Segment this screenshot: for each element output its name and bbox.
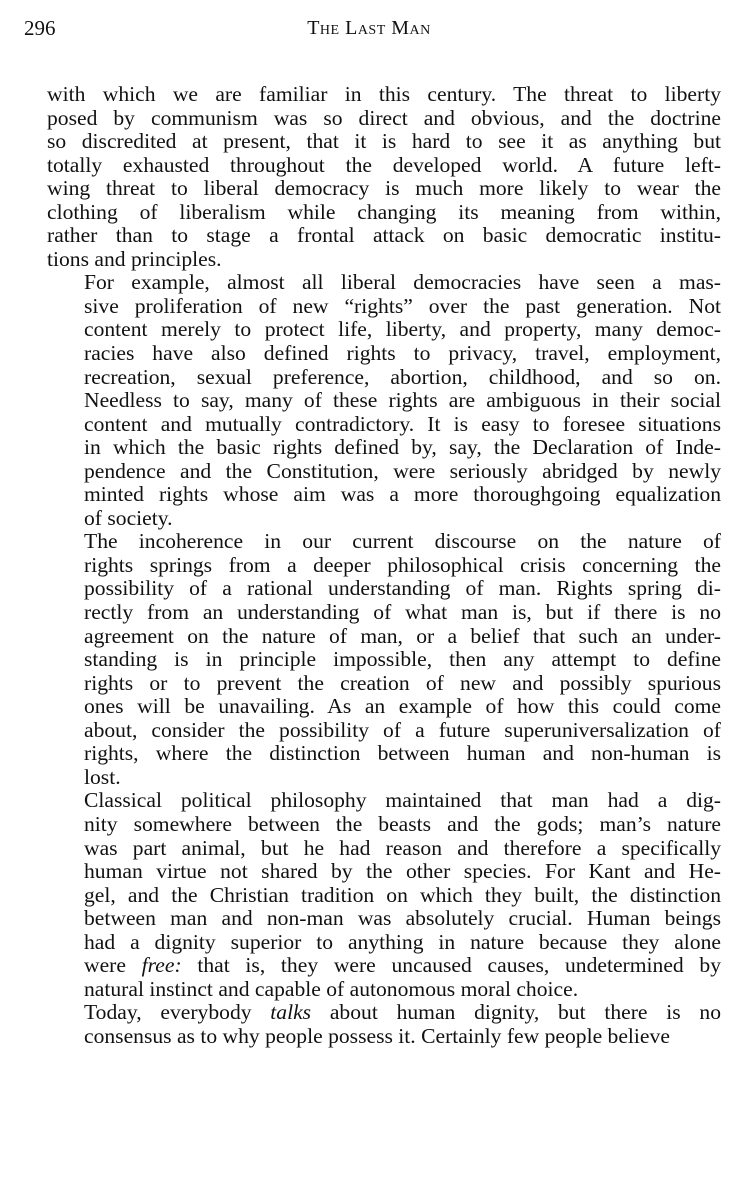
text-line: with which we are familiar in this century. The threat to liberty (47, 82, 721, 106)
paragraph-3 (47, 530, 721, 789)
text-line: minted rights whose aim was a more thoroughgoing equalization (84, 482, 721, 507)
text-line: so discredited at present, that it is hard to see it as anything but (47, 129, 721, 154)
text-line: of society. (84, 505, 173, 530)
text-line: rights or to prevent the creation of new and possibly spurious (84, 670, 721, 695)
text-line: had a dignity superior to anything in nature because they alone (84, 929, 721, 954)
text-line: racies have also defined rights to privacy, travel, employment, (84, 341, 721, 366)
text-line (47, 954, 721, 978)
paragraph-1 (47, 83, 721, 271)
running-title: The Last Man (307, 17, 431, 39)
text-line: ones will be unavailing. As an example of how this could come (84, 694, 721, 719)
text-line: The incoherence in our current discourse on the nature of (84, 529, 721, 554)
text-line: rectly from an understanding of what man is, but if there is no (84, 600, 721, 625)
text-run: were (84, 953, 142, 978)
text-run: about human dignity, but there is no (311, 1000, 721, 1025)
paragraph-5 (47, 1001, 721, 1048)
text-line: agreement on the nature of man, or a belief that such an under- (84, 623, 721, 648)
text-line: rights, where the distinction between human and non-human is (84, 741, 721, 766)
text-line: nity somewhere between the beasts and the gods; man’s nature (84, 811, 721, 836)
text-line: between man and non-man was absolutely crucial. Human beings (84, 906, 721, 931)
text-line: totally exhausted throughout the developed world. A future left- (47, 152, 721, 177)
text-line: clothing of liberalism while changing its meaning from within, (47, 199, 721, 224)
text-line: consensus as to why people possess it. Certainly few people believe (84, 1023, 670, 1048)
text-run: that is, they were uncaused causes, undetermined by (181, 953, 722, 978)
text-line: content merely to protect life, liberty, and property, many democ- (84, 317, 721, 342)
text-line: For example, almost all liberal democracies have seen a mas- (84, 270, 721, 295)
text-line: in which the basic rights defined by, say, the Declaration of Inde- (84, 435, 721, 460)
text-line: rather than to stage a frontal attack on basic democratic institu- (47, 223, 721, 248)
paragraph-4 (47, 789, 721, 1001)
text-line: gel, and the Christian tradition on which they built, the distinction (84, 882, 721, 907)
text-line: about, consider the possibility of a future superuniversalization of (84, 717, 721, 742)
text-line: tions and principles. (47, 246, 222, 271)
text-line: posed by communism was so direct and obvious, and the doctrine (47, 105, 721, 130)
text-line (47, 1001, 721, 1025)
text-line: lost. (84, 764, 121, 789)
running-head (24, 15, 714, 45)
text-line: natural instinct and capable of autonomous moral choice. (84, 976, 579, 1001)
text-line: sive proliferation of new “rights” over the past generation. Not (84, 293, 721, 318)
paragraph-2 (47, 271, 721, 530)
body-text (47, 83, 721, 1048)
page-number: 296 (24, 16, 56, 40)
text-line: content and mutually contradictory. It is easy to foresee situations (84, 411, 721, 436)
emphasis-run: free: (141, 953, 182, 978)
text-line: was part animal, but he had reason and therefore a specifically (84, 835, 721, 860)
text-line: Needless to say, many of these rights are ambiguous in their social (84, 388, 721, 413)
text-line: pendence and the Constitution, were seriously abridged by newly (84, 458, 721, 483)
emphasis-run: talks (270, 1000, 312, 1025)
text-line: rights springs from a deeper philosophical crisis concerning the (84, 552, 721, 577)
text-line: Classical political philosophy maintained that man had a dig- (84, 788, 721, 813)
text-line: human virtue not shared by the other species. For Kant and He- (84, 859, 721, 884)
text-line: possibility of a rational understanding of man. Rights spring di- (84, 576, 721, 601)
text-line: recreation, sexual preference, abortion, childhood, and so on. (84, 364, 721, 389)
text-line: standing is in principle impossible, then any attempt to define (84, 647, 721, 672)
text-line: wing threat to liberal democracy is much more likely to wear the (47, 176, 721, 201)
text-run: Today, everybody (84, 1000, 271, 1025)
